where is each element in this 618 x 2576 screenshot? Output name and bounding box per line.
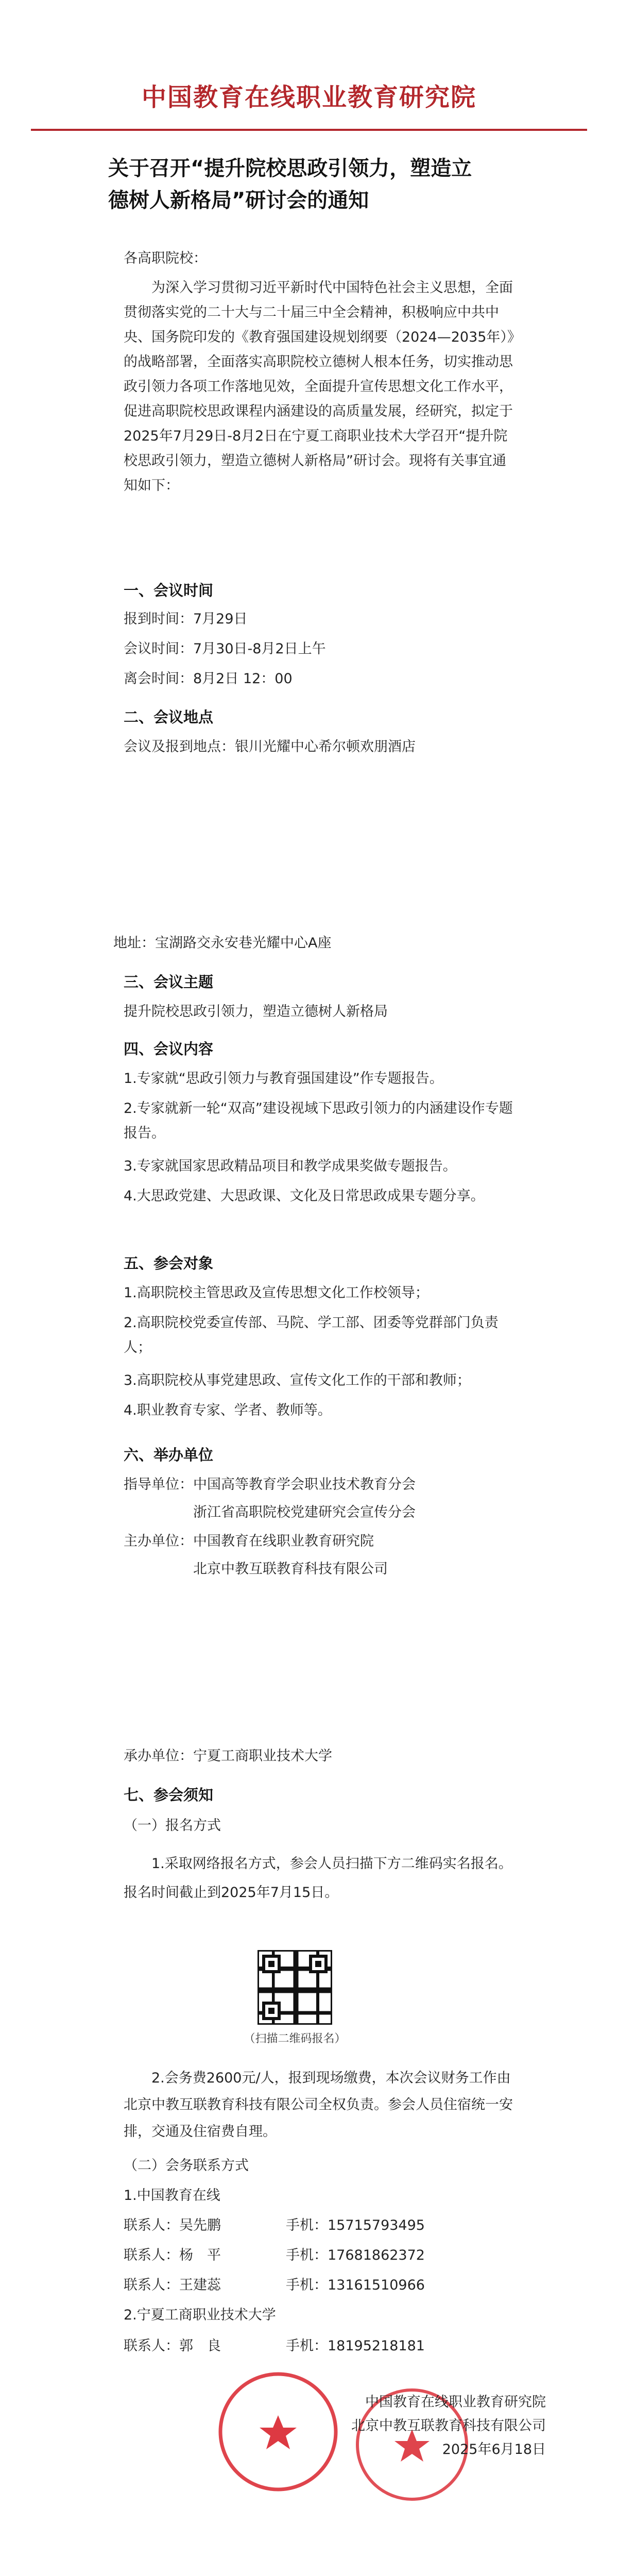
registration-qr-code[interactable] [258,1950,332,2025]
salutation: 各高职院校： [124,250,207,266]
contact-phone: 手机：17681862372 [286,2247,425,2263]
content-item-3: 3.专家就国家思政精品项目和教学成果奖做专题报告。 [124,1158,457,1174]
contact-phone: 手机：15715793495 [286,2217,425,2233]
section-6-heading: 六、举办单位 [124,1446,214,1464]
guide-unit-1: 中国高等教育学会职业技术教育分会 [193,1477,416,1493]
org-title: 中国教育在线职业教育研究院 [141,83,476,112]
contact-subheading: （二）会务联系方式 [124,2158,249,2174]
organizer: 承办单位：宁夏工商职业技术大学 [124,1748,332,1764]
section-7-heading: 七、参会须知 [124,1786,214,1804]
contact-name: 联系人：郭 良 [124,2338,221,2354]
registration-method: 1.采取网络报名方式，参会人员扫描下方二维码实名报名。报名时间截止到2025年7月15日。 [124,1856,512,1901]
meeting-theme: 提升院校思政引领力，塑造立德树人新格局 [124,1004,388,1020]
guide-label: 指导单位： [124,1477,193,1493]
host-label: 主办单位： [124,1533,193,1549]
notice-title-line-1: 关于召开“提升院校思政引领力，塑造立 [108,157,472,180]
attendee-item-1: 1.高职院校主管思政及宣传思想文化工作校领导； [124,1285,429,1301]
header-divider [31,129,587,131]
notice-title [108,152,520,216]
contact-org-1: 1.中国教育在线 [124,2188,220,2204]
host-unit-2: 北京中教互联教育科技有限公司 [193,1561,388,1577]
attendee-item-2: 2.高职院校党委宣传部、马院、学工部、团委等党群部门负责人； [124,1315,499,1355]
section-4-heading: 四、会议内容 [124,1040,214,1058]
signature-date: 2025年6月18日 [442,2442,546,2458]
signature-org-2: 北京中教互联教育科技有限公司 [351,2418,546,2434]
section-5-heading: 五、参会对象 [124,1255,214,1272]
signature-block [324,2391,546,2462]
attendee-item-3: 3.高职院校从事党建思政、宣传文化工作的干部和教师； [124,1372,471,1388]
signature-org-1: 中国教育在线职业教育研究院 [365,2394,546,2410]
content-item-2: 2.专家就新一轮“双高”建设视域下思政引领力的内涵建设作专题报告。 [124,1100,513,1141]
contact-name: 联系人：杨 平 [124,2247,221,2263]
venue: 会议及报到地点：银川光耀中心希尔顿欢朋酒店 [124,739,416,755]
section-3-heading: 三、会议主题 [124,973,214,991]
checkin-time: 报到时间：7月29日 [124,611,248,627]
section-1-heading: 一、会议时间 [124,582,214,599]
attendee-item-4: 4.职业教育专家、学者、教师等。 [124,1402,332,1418]
meeting-time: 会议时间：7月30日-8月2日上午 [124,641,326,657]
departure-time: 离会时间：8月2日 12：00 [124,671,293,687]
notice-title-line-2: 德树人新格局”研讨会的通知 [108,189,369,212]
fee-notice: 2.会务费2600元/人，报到现场缴费，本次会议财务工作由北京中教互联教育科技有限公司全权负责。参会人员住宿统一安排，交通及住宿费自理。 [124,2070,513,2140]
contact-phone: 手机：18195218181 [286,2338,425,2354]
qr-finder-icon [262,2002,281,2020]
seal-icon [216,2370,340,2494]
content-item-4: 4.大思政党建、大思政课、文化及日常思政成果专题分享。 [124,1188,485,1204]
registration-subheading: （一）报名方式 [124,1818,221,1834]
qr-finder-icon [262,1955,281,1973]
left-official-seal [216,2370,340,2494]
content-item-1: 1.专家就“思政引领力与教育强国建设”作专题报告。 [124,1071,443,1087]
section-2-heading: 二、会议地点 [124,708,214,726]
contact-name: 联系人：王建蕊 [124,2277,221,2293]
intro-paragraph: 为深入学习贯彻习近平新时代中国特色社会主义思想，全面贯彻落实党的二十大与二十届三中全会精神，积极响应中共中央、国务院印发的《教育强国建设规划纲要（2024—2035年）》的战略部署，全面落实高职院校立德树人根本任务，切实推动思政引领力各项工作落地见效，全面提升宣传思想文化工作水平，促进高职院校思政课程内涵建设的高质量发展，经研究，拟定于2025年7月29日-8月2日在宁夏工商职业技术大学召开“提升院校思政引领力，塑造立德树人新格局”研讨会。现将有关事宜通知如下： [124,280,514,494]
host-unit-1: 中国教育在线职业教育研究院 [193,1533,374,1549]
qr-finder-icon [309,1955,328,1973]
guide-unit-2: 浙江省高职院校党建研究会宣传分会 [193,1504,416,1520]
contact-name: 联系人：吴先鹏 [124,2217,221,2233]
venue-address: 地址：宝湖路交永安巷光耀中心A座 [113,935,332,951]
contact-org-2: 2.宁夏工商职业技术大学 [124,2307,276,2323]
contact-phone: 手机：13161510966 [286,2277,425,2293]
qr-caption: （扫描二维码报名） [244,2032,346,2045]
